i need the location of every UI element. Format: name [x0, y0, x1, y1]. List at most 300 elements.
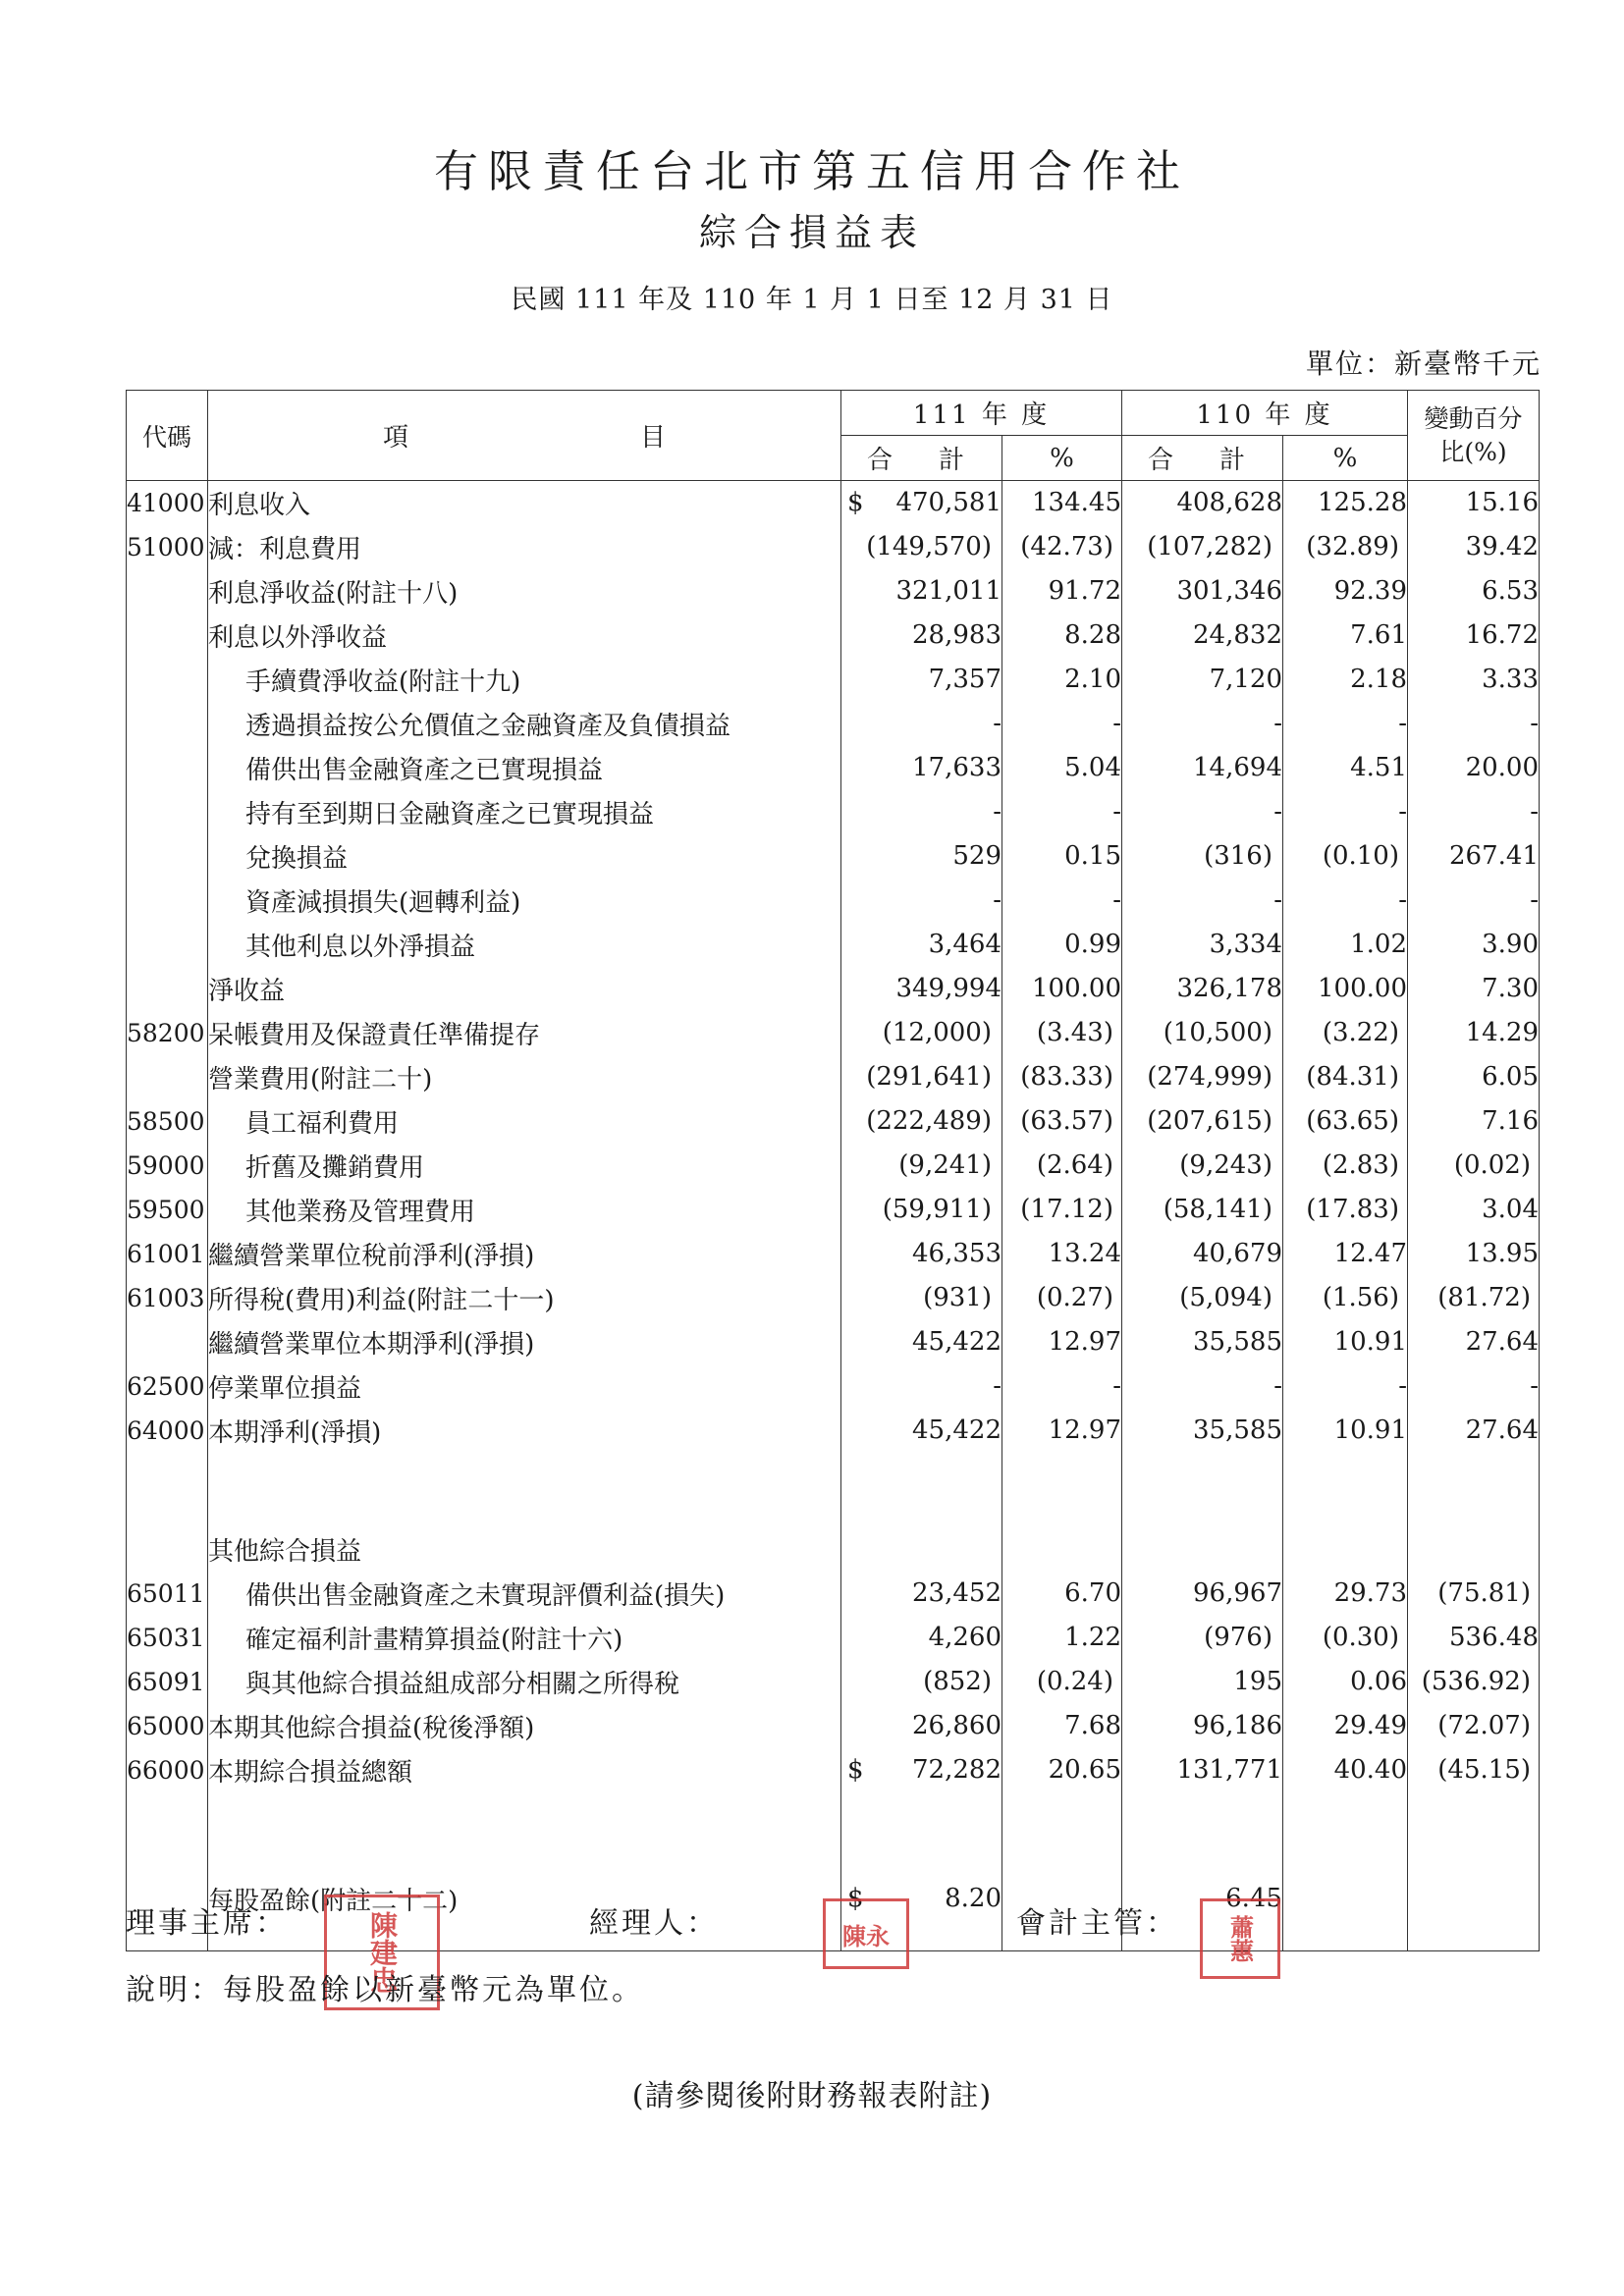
- statement-row: [127, 1364, 1540, 1409]
- row-change: 20.00: [1408, 746, 1540, 790]
- spacer-cell: [1002, 1792, 1122, 1847]
- report-period: 民國 111 年及 110 年 1 月 1 日至 12 月 31 日: [511, 285, 1113, 315]
- row-amount-110: 7,120: [1122, 658, 1283, 702]
- statement-row: [127, 658, 1540, 702]
- row-change: 7.30: [1408, 967, 1540, 1011]
- row-pct-110: 2.18: [1283, 658, 1408, 702]
- amount-value: 28,983: [912, 620, 1001, 650]
- row-item: 呆帳費用及保證責任準備提存: [208, 1011, 841, 1055]
- row-amount-111: [841, 569, 1002, 614]
- row-pct-110: 12.47: [1283, 1232, 1408, 1276]
- row-amount-111: [841, 658, 1002, 702]
- row-code: 61001: [127, 1232, 208, 1276]
- row-amount-110: 96,186: [1122, 1704, 1283, 1748]
- row-amount-110: (9,243): [1122, 1144, 1283, 1188]
- row-amount-111: [841, 967, 1002, 1011]
- manager-seal-text: 陳永: [842, 1921, 890, 1950]
- row-amount-110: (316): [1122, 834, 1283, 879]
- row-pct-111: 1.22: [1002, 1616, 1122, 1660]
- statement-row: [127, 1748, 1540, 1792]
- amount-value: 4,260: [928, 1623, 1001, 1652]
- row-amount-110: (107,282): [1122, 525, 1283, 569]
- amount-value: (59,911): [882, 1195, 992, 1224]
- row-code: [127, 614, 208, 658]
- row-pct-111: -: [1002, 879, 1122, 923]
- statement-row: [127, 746, 1540, 790]
- row-amount-111: [841, 481, 1002, 525]
- statement-row: [127, 1409, 1540, 1453]
- row-pct-111: (42.73): [1002, 525, 1122, 569]
- statement-body: [127, 481, 1540, 1951]
- row-item: 手續費淨收益(附註十九): [208, 658, 841, 702]
- row-change: 14.29: [1408, 1011, 1540, 1055]
- row-change: 3.04: [1408, 1188, 1540, 1232]
- row-change: [1408, 1847, 1540, 1951]
- row-item: 與其他綜合損益組成部分相關之所得稅: [208, 1660, 841, 1704]
- row-amount-111: [841, 1011, 1002, 1055]
- row-change: -: [1408, 702, 1540, 746]
- amount-value: (9,241): [898, 1150, 992, 1180]
- statement-row: [127, 879, 1540, 923]
- row-change: 16.72: [1408, 614, 1540, 658]
- header-change: 變動百分比(%): [1408, 391, 1540, 481]
- row-change: (45.15): [1408, 1748, 1540, 1792]
- row-amount-110: -: [1122, 879, 1283, 923]
- amount-value: 7,357: [928, 665, 1001, 694]
- amount-value: -: [993, 885, 1001, 915]
- row-item: 折舊及攤銷費用: [208, 1144, 841, 1188]
- row-amount-110: 301,346: [1122, 569, 1283, 614]
- header-code: 代碼: [127, 391, 208, 481]
- row-pct-110: -: [1283, 702, 1408, 746]
- amount-value: 23,452: [912, 1578, 1001, 1608]
- row-amount-110: [1122, 1527, 1283, 1572]
- row-pct-110: 10.91: [1283, 1409, 1408, 1453]
- row-code: 62500: [127, 1364, 208, 1409]
- statement-row: [127, 1232, 1540, 1276]
- spacer-cell: [1122, 1792, 1283, 1847]
- row-item: 每股盈餘(附註二十二): [208, 1847, 841, 1951]
- currency-symbol: $: [847, 1884, 864, 1914]
- row-pct-111: (3.43): [1002, 1011, 1122, 1055]
- amount-value: (222,489): [866, 1106, 992, 1136]
- row-pct-110: [1283, 1847, 1408, 1951]
- row-amount-110: 131,771: [1122, 1748, 1283, 1792]
- row-pct-111: 5.04: [1002, 746, 1122, 790]
- header-year-111: 111 年 度: [841, 391, 1122, 436]
- row-amount-111: [841, 1527, 1002, 1572]
- row-amount-111: [841, 1188, 1002, 1232]
- report-title: 綜合損益表: [698, 211, 925, 254]
- row-pct-110: 92.39: [1283, 569, 1408, 614]
- spacer-cell: [208, 1453, 841, 1527]
- row-item: 營業費用(附註二十): [208, 1055, 841, 1099]
- row-change: [1408, 1527, 1540, 1572]
- row-pct-111: 0.99: [1002, 923, 1122, 967]
- statement-row: [127, 834, 1540, 879]
- statement-row: [127, 614, 1540, 658]
- row-pct-111: 91.72: [1002, 569, 1122, 614]
- row-item: 資產減損損失(迴轉利益): [208, 879, 841, 923]
- row-amount-110: (10,500): [1122, 1011, 1283, 1055]
- row-code: [127, 1527, 208, 1572]
- statement-row: [127, 1527, 1540, 1572]
- row-pct-111: 13.24: [1002, 1232, 1122, 1276]
- row-item: 減：利息費用: [208, 525, 841, 569]
- row-code: [127, 1055, 208, 1099]
- row-amount-111: [841, 790, 1002, 834]
- row-change: 6.53: [1408, 569, 1540, 614]
- row-pct-111: 20.65: [1002, 1748, 1122, 1792]
- spacer-cell: [127, 1792, 208, 1847]
- row-pct-110: 0.06: [1283, 1660, 1408, 1704]
- spacer-cell: [841, 1453, 1002, 1527]
- row-pct-110: (17.83): [1283, 1188, 1408, 1232]
- row-amount-110: (58,141): [1122, 1188, 1283, 1232]
- row-pct-111: -: [1002, 1364, 1122, 1409]
- row-amount-111: [841, 1572, 1002, 1616]
- row-pct-111: (0.24): [1002, 1660, 1122, 1704]
- row-pct-110: (0.10): [1283, 834, 1408, 879]
- row-code: 51000: [127, 525, 208, 569]
- row-change: 3.90: [1408, 923, 1540, 967]
- row-code: 65000: [127, 1704, 208, 1748]
- row-pct-111: (2.64): [1002, 1144, 1122, 1188]
- statement-row: [127, 1144, 1540, 1188]
- amount-value: 8.20: [945, 1884, 1001, 1914]
- row-amount-110: 35,585: [1122, 1320, 1283, 1364]
- currency-unit: 單位：新臺幣千元: [1305, 347, 1542, 380]
- chairman-signature-label: 理事主席：: [126, 1906, 288, 1941]
- amount-value: 470,581: [895, 488, 1001, 518]
- row-item: 員工福利費用: [208, 1099, 841, 1144]
- row-change: (72.07): [1408, 1704, 1540, 1748]
- spacer-cell: [1283, 1792, 1408, 1847]
- row-code: 59500: [127, 1188, 208, 1232]
- row-pct-110: 100.00: [1283, 967, 1408, 1011]
- spacer-cell: [1283, 1453, 1408, 1527]
- row-item: 繼續營業單位稅前淨利(淨損): [208, 1232, 841, 1276]
- spacer-cell: [127, 1453, 208, 1527]
- amount-value: (931): [923, 1283, 992, 1312]
- amount-value: 45,422: [912, 1327, 1001, 1357]
- row-code: [127, 879, 208, 923]
- row-item: 備供出售金融資產之已實現損益: [208, 746, 841, 790]
- row-pct-110: -: [1283, 790, 1408, 834]
- row-item: 本期淨利(淨損): [208, 1409, 841, 1453]
- row-pct-110: (3.22): [1283, 1011, 1408, 1055]
- row-item: 兌換損益: [208, 834, 841, 879]
- row-code: [127, 923, 208, 967]
- income-statement-table: [126, 390, 1540, 1951]
- row-item: 確定福利計畫精算損益(附註十六): [208, 1616, 841, 1660]
- row-pct-111: 2.10: [1002, 658, 1122, 702]
- row-amount-111: [841, 525, 1002, 569]
- row-pct-110: (63.65): [1283, 1099, 1408, 1144]
- statement-row: [127, 481, 1540, 525]
- currency-symbol: $: [847, 1755, 864, 1785]
- row-amount-110: -: [1122, 790, 1283, 834]
- statement-row: [127, 790, 1540, 834]
- row-change: -: [1408, 790, 1540, 834]
- amount-value: 46,353: [912, 1239, 1001, 1268]
- row-change: 7.16: [1408, 1099, 1540, 1144]
- row-code: 65091: [127, 1660, 208, 1704]
- amount-value: -: [993, 709, 1001, 738]
- statement-row: [127, 1276, 1540, 1320]
- row-pct-110: 4.51: [1283, 746, 1408, 790]
- row-item: 備供出售金融資產之未實現評價利益(損失): [208, 1572, 841, 1616]
- statement-row: [127, 1660, 1540, 1704]
- row-amount-111: [841, 702, 1002, 746]
- row-pct-111: 6.70: [1002, 1572, 1122, 1616]
- amount-value: (291,641): [866, 1062, 992, 1092]
- statement-row: [127, 1099, 1540, 1144]
- amount-value: 26,860: [912, 1711, 1001, 1740]
- amount-value: 17,633: [912, 753, 1001, 782]
- header-amount-110: 合 計: [1122, 436, 1283, 481]
- row-code: 65011: [127, 1572, 208, 1616]
- row-amount-110: 3,334: [1122, 923, 1283, 967]
- row-amount-111: [841, 879, 1002, 923]
- amount-value: (149,570): [866, 532, 992, 561]
- row-code: 41000: [127, 481, 208, 525]
- spacer-row: [127, 1453, 1540, 1527]
- header-item-b: 目: [639, 423, 666, 453]
- statement-row: [127, 1572, 1540, 1616]
- row-amount-110: 408,628: [1122, 481, 1283, 525]
- row-pct-111: 8.28: [1002, 614, 1122, 658]
- row-pct-110: 10.91: [1283, 1320, 1408, 1364]
- row-item: 繼續營業單位本期淨利(淨損): [208, 1320, 841, 1364]
- row-amount-110: -: [1122, 1364, 1283, 1409]
- row-change: -: [1408, 879, 1540, 923]
- row-change: 27.64: [1408, 1409, 1540, 1453]
- accountant-seal-text: 蕭蕙: [1225, 1915, 1255, 1962]
- row-amount-110: 6.45: [1122, 1847, 1283, 1951]
- row-item: 所得稅(費用)利益(附註二十一): [208, 1276, 841, 1320]
- amount-value: 3,464: [928, 930, 1001, 959]
- amount-value: 529: [952, 841, 1001, 871]
- row-code: 59000: [127, 1144, 208, 1188]
- company-name: 有限責任台北市第五信用合作社: [433, 145, 1190, 197]
- row-pct-111: 12.97: [1002, 1409, 1122, 1453]
- spacer-cell: [1002, 1453, 1122, 1527]
- header-pct-111: %: [1002, 436, 1122, 481]
- row-amount-110: (976): [1122, 1616, 1283, 1660]
- row-pct-111: 12.97: [1002, 1320, 1122, 1364]
- row-pct-111: 100.00: [1002, 967, 1122, 1011]
- row-pct-110: 125.28: [1283, 481, 1408, 525]
- row-pct-110: (1.56): [1283, 1276, 1408, 1320]
- row-pct-110: 7.61: [1283, 614, 1408, 658]
- row-pct-110: (32.89): [1283, 525, 1408, 569]
- row-item: 本期綜合損益總額: [208, 1748, 841, 1792]
- eps-unit-note: 說明：每股盈餘以新臺幣元為單位。: [126, 1973, 644, 2007]
- row-change: 3.33: [1408, 658, 1540, 702]
- row-pct-110: 1.02: [1283, 923, 1408, 967]
- row-amount-111: [841, 1144, 1002, 1188]
- spacer-cell: [841, 1792, 1002, 1847]
- row-change: 39.42: [1408, 525, 1540, 569]
- statement-row: [127, 967, 1540, 1011]
- row-pct-110: 29.73: [1283, 1572, 1408, 1616]
- row-amount-110: 96,967: [1122, 1572, 1283, 1616]
- row-pct-111: 0.15: [1002, 834, 1122, 879]
- spacer-cell: [1408, 1453, 1540, 1527]
- statement-row: [127, 525, 1540, 569]
- currency-symbol: $: [847, 488, 864, 518]
- row-change: -: [1408, 1364, 1540, 1409]
- row-code: 61003: [127, 1276, 208, 1320]
- row-item: 利息淨收益(附註十八): [208, 569, 841, 614]
- row-change: 536.48: [1408, 1616, 1540, 1660]
- amount-value: 45,422: [912, 1415, 1001, 1445]
- row-change: 15.16: [1408, 481, 1540, 525]
- amount-value: -: [993, 1371, 1001, 1401]
- row-amount-111: [841, 1276, 1002, 1320]
- amount-value: 321,011: [895, 576, 1001, 606]
- row-amount-110: -: [1122, 702, 1283, 746]
- row-amount-111: [841, 746, 1002, 790]
- row-code: 65031: [127, 1616, 208, 1660]
- spacer-cell: [1408, 1792, 1540, 1847]
- manager-signature-label: 經理人：: [589, 1906, 719, 1941]
- row-amount-110: (274,999): [1122, 1055, 1283, 1099]
- row-change: (81.72): [1408, 1276, 1540, 1320]
- row-pct-111: (0.27): [1002, 1276, 1122, 1320]
- statement-row: [127, 569, 1540, 614]
- spacer-cell: [1122, 1453, 1283, 1527]
- row-change: 27.64: [1408, 1320, 1540, 1364]
- row-pct-110: 29.49: [1283, 1704, 1408, 1748]
- row-pct-110: -: [1283, 879, 1408, 923]
- row-item: 利息以外淨收益: [208, 614, 841, 658]
- row-code: 58200: [127, 1011, 208, 1055]
- accountant-signature-label: 會計主管：: [1016, 1906, 1178, 1941]
- row-code: [127, 967, 208, 1011]
- row-pct-110: (2.83): [1283, 1144, 1408, 1188]
- row-code: [127, 1320, 208, 1364]
- row-pct-111: (63.57): [1002, 1099, 1122, 1144]
- amount-value: -: [993, 797, 1001, 827]
- spacer-cell: [208, 1792, 841, 1847]
- row-amount-110: 326,178: [1122, 967, 1283, 1011]
- row-code: 64000: [127, 1409, 208, 1453]
- row-amount-110: 14,694: [1122, 746, 1283, 790]
- statement-row: [127, 1704, 1540, 1748]
- row-change: (0.02): [1408, 1144, 1540, 1188]
- header-item-a: 項: [382, 423, 408, 453]
- row-code: [127, 790, 208, 834]
- row-amount-110: 40,679: [1122, 1232, 1283, 1276]
- row-code: [127, 702, 208, 746]
- row-amount-110: (5,094): [1122, 1276, 1283, 1320]
- row-item: 其他利息以外淨損益: [208, 923, 841, 967]
- statement-row: [127, 1188, 1540, 1232]
- statement-row: [127, 923, 1540, 967]
- row-amount-111: [841, 1616, 1002, 1660]
- row-amount-111: [841, 1320, 1002, 1364]
- row-pct-111: 7.68: [1002, 1704, 1122, 1748]
- statement-row: [127, 702, 1540, 746]
- header-amount-111: 合 計: [841, 436, 1002, 481]
- row-item: 本期其他綜合損益(稅後淨額): [208, 1704, 841, 1748]
- row-change: (75.81): [1408, 1572, 1540, 1616]
- row-amount-111: [841, 1364, 1002, 1409]
- row-pct-110: (0.30): [1283, 1616, 1408, 1660]
- footnote-reference: (請參閱後附財務報表附註): [631, 2079, 993, 2113]
- row-amount-110: (207,615): [1122, 1099, 1283, 1144]
- row-amount-110: 24,832: [1122, 614, 1283, 658]
- row-pct-111: -: [1002, 790, 1122, 834]
- statement-row: [127, 1616, 1540, 1660]
- row-pct-110: (84.31): [1283, 1055, 1408, 1099]
- row-change: 13.95: [1408, 1232, 1540, 1276]
- row-pct-110: [1283, 1527, 1408, 1572]
- row-pct-111: 134.45: [1002, 481, 1122, 525]
- row-amount-111: [841, 1704, 1002, 1748]
- row-code: [127, 658, 208, 702]
- row-pct-111: (83.33): [1002, 1055, 1122, 1099]
- statement-row: [127, 1055, 1540, 1099]
- amount-value: 72,282: [912, 1755, 1001, 1785]
- manager-seal: [823, 1898, 909, 1969]
- header-year-110: 110 年 度: [1122, 391, 1408, 436]
- row-item: 停業單位損益: [208, 1364, 841, 1409]
- row-item: 其他業務及管理費用: [208, 1188, 841, 1232]
- amount-value: (852): [923, 1667, 992, 1696]
- row-amount-110: 35,585: [1122, 1409, 1283, 1453]
- row-pct-111: (17.12): [1002, 1188, 1122, 1232]
- accountant-seal: [1200, 1898, 1280, 1979]
- amount-value: 349,994: [895, 974, 1001, 1003]
- row-change: 6.05: [1408, 1055, 1540, 1099]
- row-amount-111: [841, 1748, 1002, 1792]
- row-code: 66000: [127, 1748, 208, 1792]
- statement-row: [127, 1011, 1540, 1055]
- row-amount-111: [841, 1409, 1002, 1453]
- amount-value: (12,000): [882, 1018, 992, 1047]
- row-amount-111: [841, 1232, 1002, 1276]
- row-amount-111: [841, 923, 1002, 967]
- row-item: 透過損益按公允價值之金融資產及負債損益: [208, 702, 841, 746]
- row-item: 利息收入: [208, 481, 841, 525]
- row-amount-110: 195: [1122, 1660, 1283, 1704]
- statement-row: [127, 1320, 1540, 1364]
- row-change: 267.41: [1408, 834, 1540, 879]
- row-amount-111: [841, 1660, 1002, 1704]
- row-item: 持有至到期日金融資產之已實現損益: [208, 790, 841, 834]
- row-amount-111: [841, 834, 1002, 879]
- row-item: 其他綜合損益: [208, 1527, 841, 1572]
- header-item: [208, 391, 841, 481]
- row-pct-110: 40.40: [1283, 1748, 1408, 1792]
- row-code: [127, 834, 208, 879]
- row-pct-111: [1002, 1527, 1122, 1572]
- row-amount-111: [841, 1099, 1002, 1144]
- row-pct-110: -: [1283, 1364, 1408, 1409]
- row-change: (536.92): [1408, 1660, 1540, 1704]
- row-code: [127, 569, 208, 614]
- row-amount-111: [841, 1055, 1002, 1099]
- header-pct-110: %: [1283, 436, 1408, 481]
- row-code: [127, 746, 208, 790]
- row-amount-111: [841, 614, 1002, 658]
- chairman-seal-text: 陳建忠: [366, 1911, 399, 1994]
- row-item: 淨收益: [208, 967, 841, 1011]
- row-pct-111: -: [1002, 702, 1122, 746]
